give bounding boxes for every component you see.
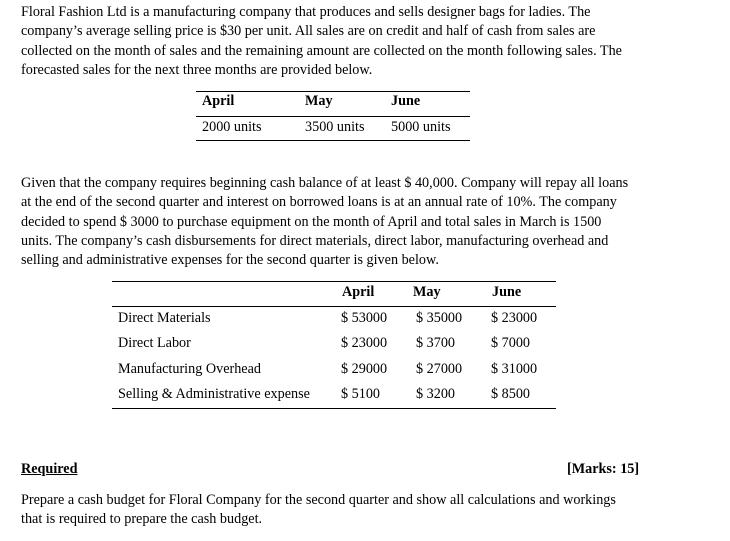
task-line: that is required to prepare the cash budget. [21, 511, 263, 528]
table-rule-header [112, 306, 556, 307]
sales-value-april: 2000 units [202, 119, 262, 135]
table-rule-top [112, 281, 556, 282]
intro-paragraph [21, 3, 645, 80]
direct-materials-june: $ 23000 [491, 310, 538, 326]
direct-materials-may: $ 35000 [416, 310, 463, 326]
table-rule-header [196, 116, 470, 117]
intro-line: collected on the month of sales and the remaining amount are collected on the month following sales. The [21, 42, 622, 59]
intro-line: forecasted sales for the next three months are provided below. [21, 61, 373, 78]
direct-labor-may: $ 3700 [416, 335, 456, 351]
conditions-line: at the end of the second quarter and interest on borrowed loans is at an annual rate of 10%. The company [21, 194, 617, 211]
task-paragraph [21, 491, 645, 530]
conditions-line: selling and administrative expenses for the second quarter is given below. [21, 252, 439, 269]
row-label-selling-admin: Selling & Administrative expense [118, 386, 310, 402]
conditions-line: units. The company’s cash disbursements for direct materials, direct labor, manufacturing overhead and [21, 232, 609, 249]
manufacturing-overhead-may: $ 27000 [416, 361, 463, 377]
intro-line: Floral Fashion Ltd is a manufacturing company that produces and sells designer bags for ladies. The [21, 4, 591, 20]
task-line: Prepare a cash budget for Floral Company for the second quarter and show all calculations and workings [21, 492, 616, 508]
conditions-line: decided to spend $ 3000 to purchase equipment on the month of April and total sales in March is 1500 [21, 213, 602, 230]
row-label-direct-materials: Direct Materials [118, 310, 211, 326]
table-rule-top [196, 91, 470, 92]
required-heading: Required [21, 461, 78, 477]
sales-header-june: June [391, 93, 421, 109]
direct-labor-june: $ 7000 [491, 335, 531, 351]
manufacturing-overhead-april: $ 29000 [341, 361, 388, 377]
manufacturing-overhead-june: $ 31000 [491, 361, 538, 377]
direct-labor-april: $ 23000 [341, 335, 388, 351]
sales-header-april: April [202, 93, 235, 109]
expense-header-may: May [413, 284, 441, 300]
sales-value-june: 5000 units [391, 119, 451, 135]
table-rule-bottom [112, 408, 556, 409]
conditions-line: Given that the company requires beginning cash balance of at least $ 40,000. Company will repay all loans [21, 175, 629, 191]
expense-header-april: April [342, 284, 375, 300]
sales-value-may: 3500 units [305, 119, 365, 135]
selling-admin-may: $ 3200 [416, 386, 456, 402]
conditions-paragraph [21, 174, 645, 270]
expense-header-june: June [492, 284, 522, 300]
intro-line: company’s average selling price is $30 per unit. All sales are on credit and half of cash from sales are [21, 23, 596, 40]
selling-admin-june: $ 8500 [491, 386, 531, 402]
row-label-direct-labor: Direct Labor [118, 335, 191, 351]
marks-label: [Marks: 15] [567, 461, 640, 477]
row-label-manufacturing-overhead: Manufacturing Overhead [118, 361, 261, 377]
selling-admin-april: $ 5100 [341, 386, 381, 402]
table-rule-bottom [196, 140, 470, 141]
direct-materials-april: $ 53000 [341, 310, 388, 326]
sales-header-may: May [305, 93, 333, 109]
